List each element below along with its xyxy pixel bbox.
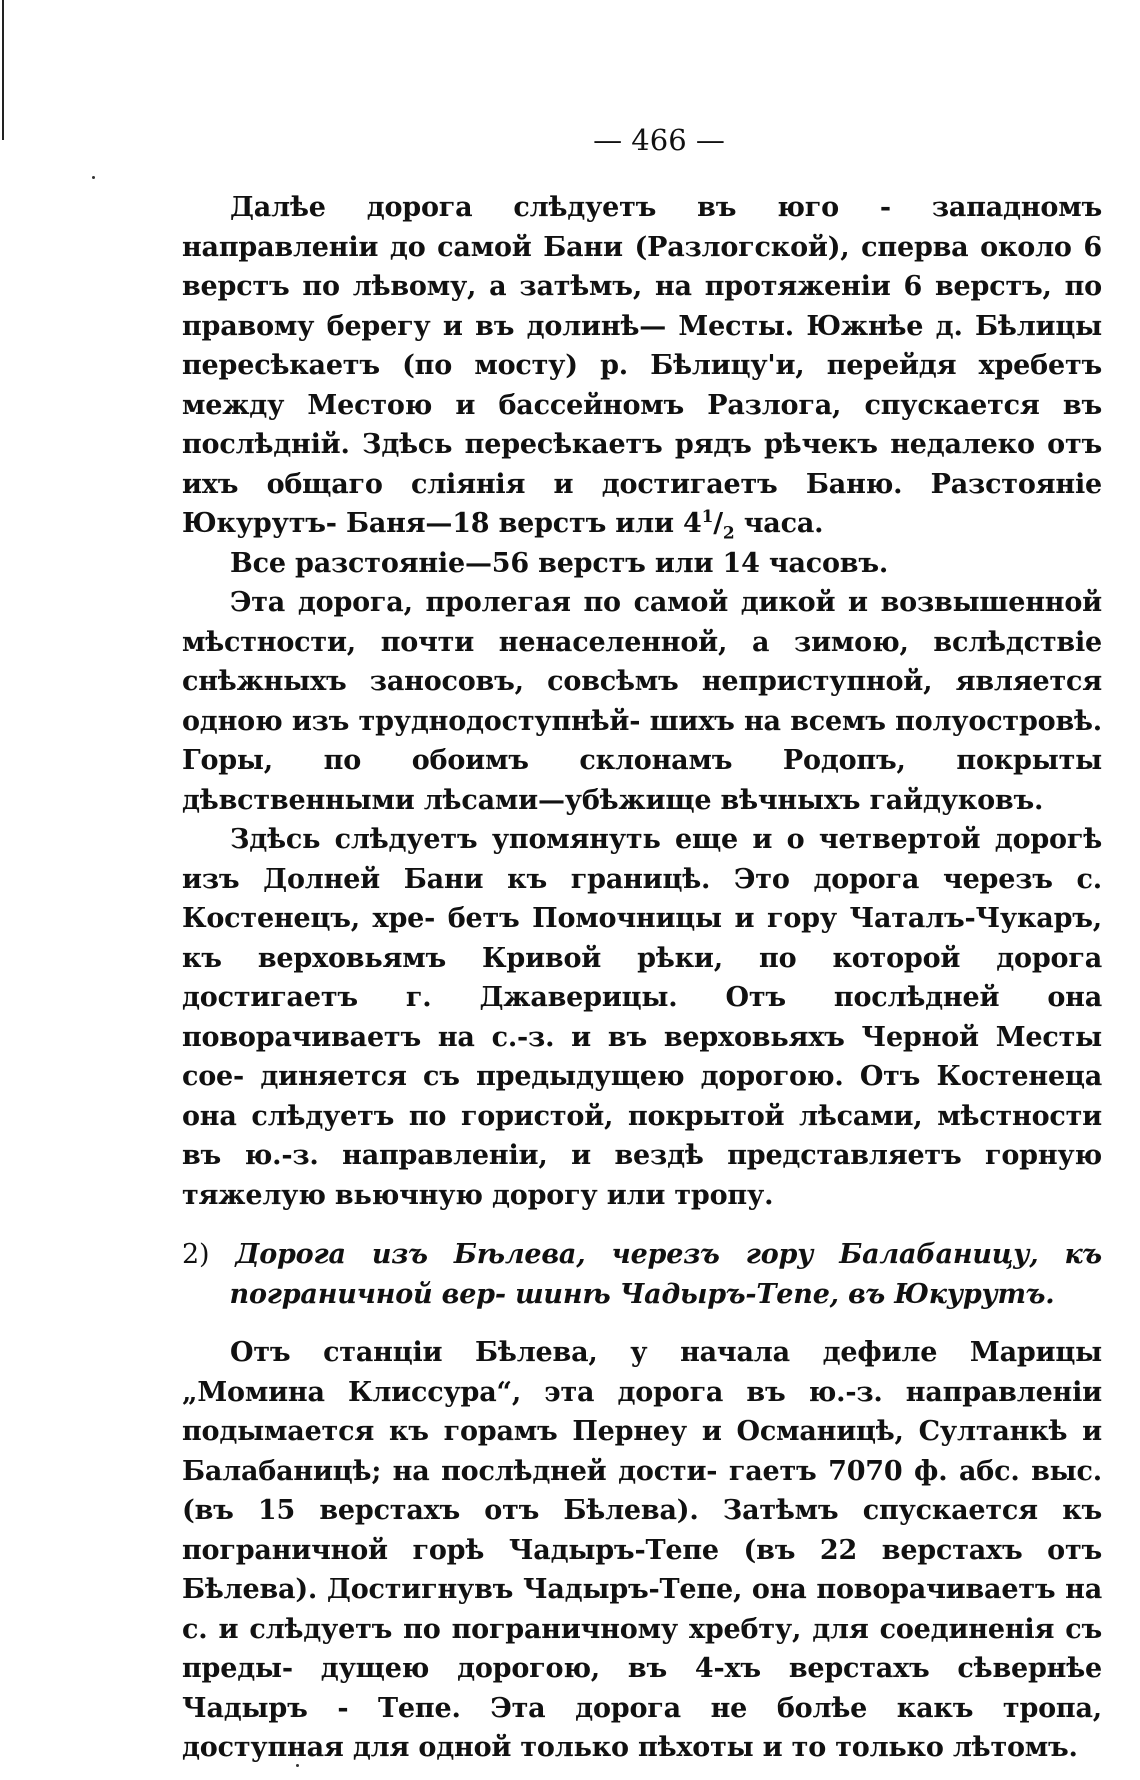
paragraph-text: Далѣе дорога слѣдуетъ въ юго - западномъ направленіи до самой Бани (Разлогской), сперва около 6 верстъ по лѣвому, а затѣмъ, на протяженіи 6 верстъ, по правому берегу и въ долинѣ— Месты. Южнѣе д. Бѣлицы пересѣкаетъ (по мосту) р. Бѣлицу'и, перейдя хребетъ между Местою и бассейномъ Разлога, спускается въ послѣдній. Здѣсь пересѣкаетъ рядъ рѣчекъ недалеко отъ ихъ общаго сліянія и достигаетъ Баню. Разстояніе Юкурутъ- Баня—18 верстъ или: [182, 192, 1102, 539]
paragraph: Отъ станціи Бѣлева, у начала дефиле Марицы „Момина Клиссура“, эта дорога въ ю.-з. направленіи подымается къ горамъ Пернеу и Османицѣ, Султанкѣ и Балабаницѣ; на послѣдней дости- гаетъ 7070 ф. абс. выс. (въ 15 верстахъ отъ Бѣлева). Затѣмъ спускается къ пограничной горѣ Чадыръ-Тепе (въ 22 верстахъ отъ Бѣлева). Достигнувъ Чадыръ-Тепе, она поворачиваетъ на с. и слѣдуетъ по пограничному хребту, для соединенія съ преды- дущею дорогою, въ 4-хъ верстахъ сѣвернѣе Чадыръ - Тепе. Эта дорога не болѣе какъ тропа, доступная для одной только пѣхоты и то только лѣтомъ.: [182, 1337, 1102, 1763]
fraction-whole: 4: [682, 508, 702, 539]
section-heading: [182, 1235, 1102, 1315]
page-number: — 466 —: [593, 123, 725, 157]
section-number: 2): [182, 1239, 210, 1270]
print-speck: [92, 176, 95, 179]
page-edge-rule: [2, 0, 4, 140]
fraction-numerator: 1: [701, 507, 714, 527]
fraction-denominator: 2: [722, 523, 735, 544]
paragraph: Далѣе дорога слѣдуетъ въ юго - западномъ направленіи до самой Бани (Разлогской), сперва около 6 верстъ по лѣвому, а затѣмъ, на протяженіи 6 верстъ, по правому берегу и въ долинѣ— Месты. Южнѣе д. Бѣлицы пересѣкаетъ (по мосту) р. Бѣлицу'и, перейдя хребетъ между Местою и бассейномъ Разлога, спускается въ послѣдній. Здѣсь пересѣкаетъ рядъ рѣчекъ недалеко отъ ихъ общаго сліянія и достигаетъ Баню. Разстояніе Юкурутъ- Баня—18 верстъ или $4^1/_2$ часа.: [182, 192, 1102, 544]
book-page: [182, 120, 1102, 1768]
paragraph: Все разстояніе—56 верстъ или 14 часовъ.: [230, 547, 889, 579]
section-title: Дорога изъ Бѣлева, черезъ гору Балабаницу, къ пограничной вер- шинѣ Чадыръ-Тепе, въ Юкурутъ.: [229, 1239, 1102, 1310]
paragraph: Здѣсь слѣдуетъ упомянуть еще и о четвертой дорогѣ изъ Долней Бани къ границѣ. Это дорога черезъ с. Костенецъ, хре- бетъ Помочницы и гору Чаталъ-Чукаръ, къ верховьямъ Кривой рѣки, по которой дорога достигаетъ г. Джаверицы. Отъ послѣдней она поворачиваетъ на с.-з. и въ верховьяхъ Черной Месты сое- диняется съ предыдущею дорогою. Отъ Костенеца она слѣдуетъ по гористой, покрытой лѣсами, мѣстности въ ю.-з. направленіи, и вездѣ представляетъ горную тяжелую вьючную дорогу или тропу.: [182, 824, 1102, 1211]
paragraph-text-end: часа.: [734, 508, 824, 539]
paragraph: Эта дорога, пролегая по самой дикой и возвышенной мѣстности, почти ненаселенной, а зимою, вслѣдствіе снѣжныхъ заносовъ, совсѣмъ неприступной, является одною изъ труднодоступнѣй- шихъ на всемъ полуостровѣ. Горы, по обоимъ склонамъ Родопъ, покрыты дѣвственными лѣсами—убѣжище вѣчныхъ гайдуковъ.: [182, 587, 1102, 816]
